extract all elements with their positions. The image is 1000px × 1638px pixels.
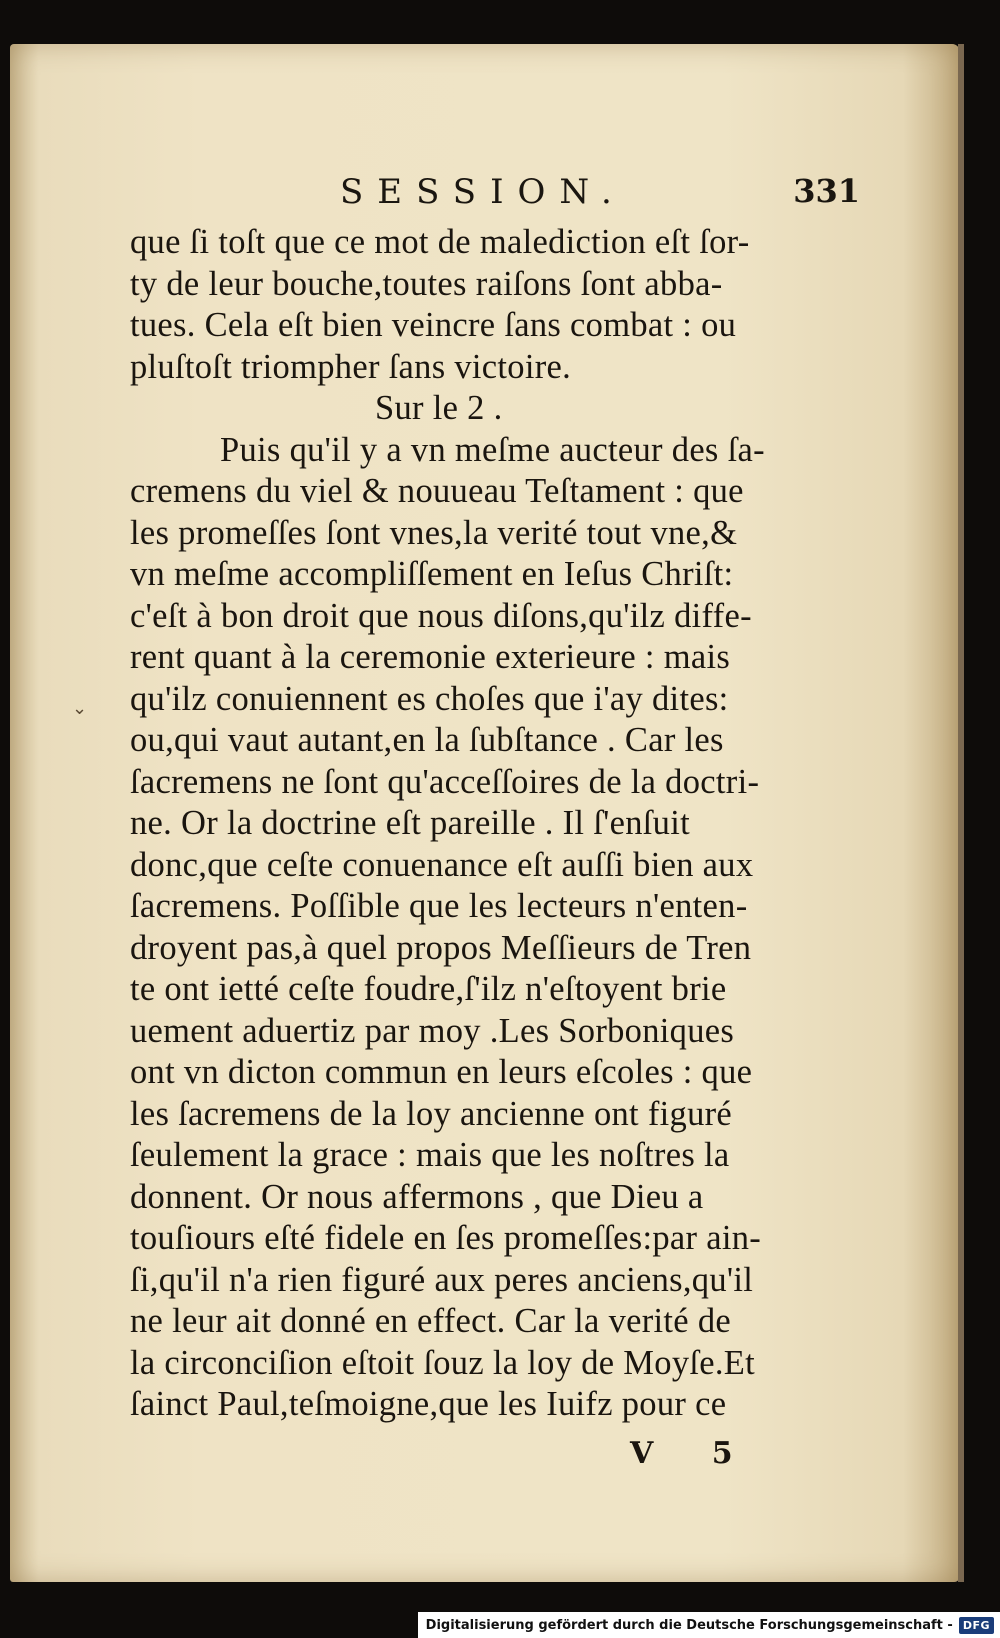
text-line: ſi,qu'il n'a rien figuré aux peres anciens,qu'il (130, 1260, 754, 1299)
book-page (10, 44, 960, 1582)
text-line: donc,que ceſte conuenance eſt auſſi bien aux (130, 845, 754, 884)
text-line: ſeulement la grace : mais que les noſtres la (130, 1136, 730, 1174)
text-line: Puis qu'il y a vn meſme aucteur des ſa- (220, 430, 765, 469)
book-board-edge (958, 44, 964, 1582)
text-line: qu'ilz conuiennent es choſes que i'ay dites: (130, 679, 729, 718)
text-line: ſainct Paul,teſmoigne,que les Iuifz pour ce (130, 1385, 727, 1423)
text-line: les promeſſes ſont vnes,la verité tout vne,& (130, 513, 738, 552)
margin-mark: ⌄ (72, 698, 88, 719)
text-block (130, 222, 865, 1426)
text-line: touſiours eſté fidele en ſes promeſſes:par ain- (130, 1219, 762, 1257)
text-line: tues. Cela eſt bien veincre ſans combat : ou (130, 306, 737, 344)
running-head: SESSION. (340, 172, 626, 212)
text-line: les ſacremens de la loy ancienne ont figuré (130, 1094, 733, 1133)
dfg-logo-icon: DFG (959, 1617, 994, 1634)
text-line: ne. Or la doctrine eſt pareille . Il ſ'enſuit (130, 804, 691, 842)
page-number: 331 (793, 172, 860, 210)
text-line: donnent. Or nous affermons , que Dieu a (130, 1177, 704, 1216)
text-line: vn meſme accompliſſement en Ieſus Chriſt: (130, 555, 734, 593)
text-line: la circonciſion eſtoit ſouz la loy de Moyſe.Et (130, 1343, 756, 1382)
digitization-credit-bar (418, 1612, 1000, 1638)
text-line: ſacremens ne ſont qu'acceſſoires de la doctri- (130, 762, 760, 801)
text-line: ne leur ait donné en effect. Car la verité de (130, 1302, 731, 1340)
text-line: te ont ietté ceſte foudre,ſ'ilz n'eſtoyent brie (130, 970, 727, 1008)
text-line: pluſtoſt triompher ſans victoire. (130, 347, 572, 386)
text-line: c'eſt à bon droit que nous diſons,qu'ilz diffe- (130, 596, 752, 635)
text-line: ont vn dicton commun en leurs eſcoles : que (130, 1053, 753, 1091)
text-line: uement aduertiz par moy .Les Sorboniques (130, 1011, 735, 1050)
section-heading: Sur le 2 . (375, 389, 503, 427)
text-line: droyent pas,à quel propos Meſſieurs de Tren (130, 928, 752, 967)
text-line: ou,qui vaut autant,en la ſubſtance . Car les (130, 721, 724, 759)
text-line: cremens du viel & nouueau Teſtament : que (130, 472, 744, 510)
signature-mark: V 5 (630, 1436, 757, 1471)
text-line: que ſi toſt que ce mot de malediction eſt ſor- (130, 223, 750, 261)
text-line: ſacremens. Poſſible que les lecteurs n'enten- (130, 887, 748, 925)
credit-text: Digitalisierung gefördert durch die Deutsche Forschungsgemeinschaft - (425, 1617, 953, 1633)
text-line: ty de leur bouche,toutes raiſons ſont abba- (130, 264, 723, 303)
text-line: rent quant à la ceremonie exterieure : mais (130, 638, 731, 676)
